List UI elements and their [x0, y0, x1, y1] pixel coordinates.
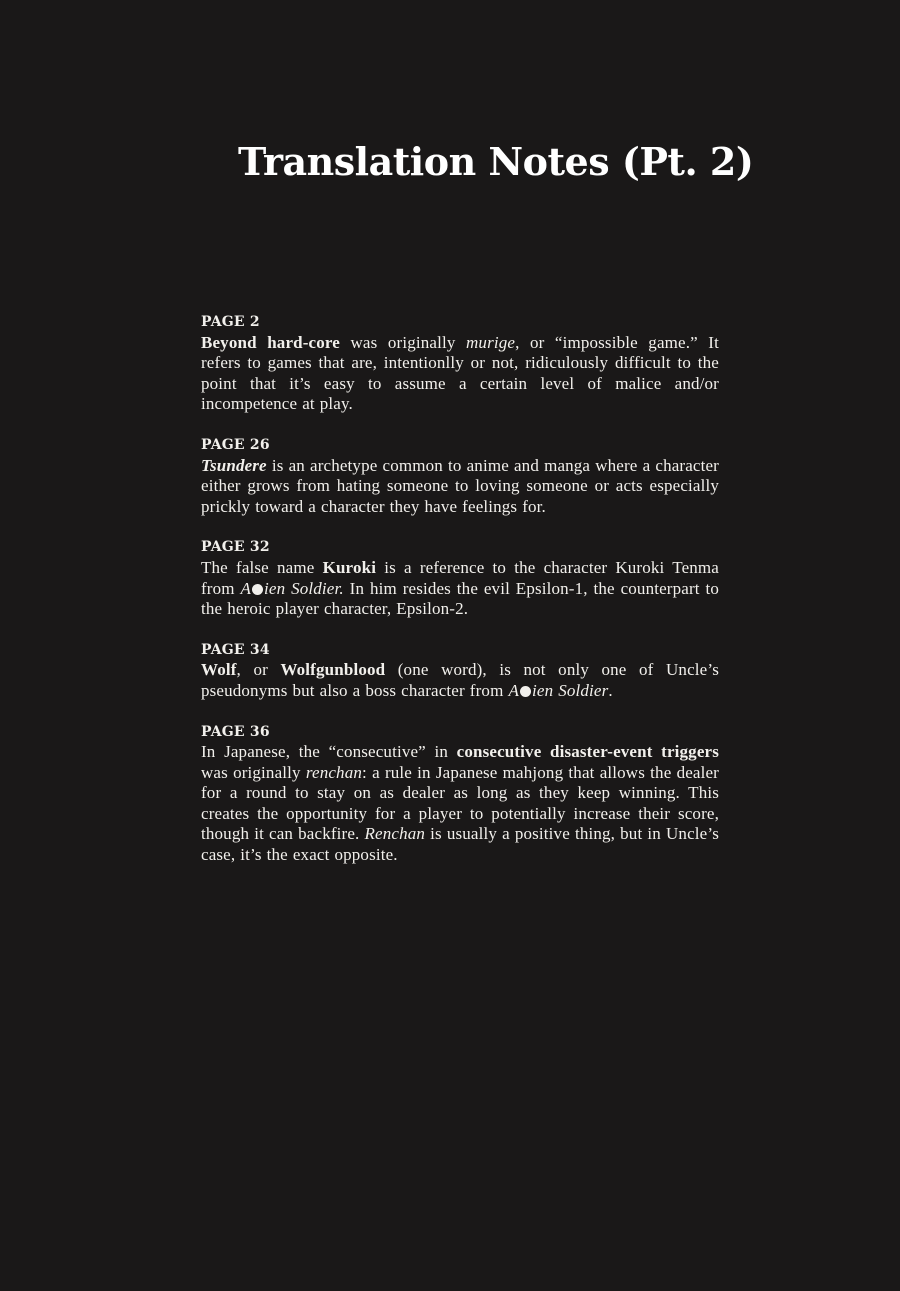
note-term: Wolf: [201, 660, 237, 680]
note-page-label: PAGE 26: [201, 436, 270, 453]
note-term: consecutive disaster-event triggers: [456, 742, 719, 762]
note-text: was originally: [340, 332, 466, 352]
note-term: Wolfgunblood: [280, 660, 386, 680]
note-text: The false name: [201, 557, 323, 577]
note-original-term: renchan: [305, 762, 363, 782]
game-title-start: A: [240, 578, 252, 598]
game-title-end: ien Soldier: [532, 680, 609, 700]
note-page-label: PAGE 34: [201, 641, 270, 658]
note-body: [201, 558, 719, 620]
note-page-36: [201, 722, 719, 866]
note-text: is usually a positive thing, but in Uncle’s case, it’s the exact opposite.: [201, 824, 719, 865]
note-text: In him resides the evil Epsilon-1, the counterpart to the heroic player character, Epsilon-2.: [201, 578, 719, 619]
game-title-start: A: [508, 680, 519, 700]
note-term: Beyond hard-core: [201, 332, 340, 352]
note-text: is an archetype common to anime and manga where a character either grows from hating someone to loving someone or acts especially prickly toward a character they have feelings for.: [201, 455, 719, 516]
note-page-34: [201, 640, 719, 702]
note-body: [201, 456, 719, 518]
note-text: (one word), is not only one of Uncle’s pseudonyms but also a boss character from: [201, 660, 719, 700]
note-body: [201, 333, 719, 415]
note-page-26: [201, 435, 719, 517]
note-page-label: PAGE 32: [201, 539, 270, 556]
censor-dot-icon: [520, 686, 531, 697]
game-title: [508, 681, 608, 700]
note-body: [201, 742, 719, 866]
page-title: Translation Notes (Pt. 2): [238, 139, 754, 184]
note-term: Kuroki: [322, 557, 377, 577]
note-original-term: murige: [466, 332, 516, 352]
note-text: , or: [236, 660, 281, 680]
note-text: is a reference to the character Kuroki Tenma from: [201, 557, 719, 598]
game-title: [241, 579, 344, 598]
note-term: Tsundere: [201, 455, 267, 475]
note-page-label: PAGE 2: [201, 314, 260, 330]
note-text: In Japanese, the “consecutive” in: [201, 742, 457, 762]
note-text: was originally: [201, 762, 306, 782]
game-title-end: ien Soldier.: [264, 578, 344, 598]
note-text: .: [608, 680, 613, 700]
note-body: [201, 660, 719, 701]
translation-notes: [201, 312, 719, 886]
note-text: , or “impossible game.” It refers to games that are, intentionlly or not, ridiculously difficult to the point that it’s easy to assume a certain level of malice and/or incompetence at play.: [201, 332, 719, 414]
note-text: : a rule in Japanese mahjong that allows the dealer for a round to stay on as dealer as long as they keep winning. This creates the opportunity for a player to potentially increase their score, though it can backfire.: [201, 762, 719, 844]
note-page-label: PAGE 36: [201, 723, 270, 740]
note-original-term: Renchan: [364, 824, 426, 844]
note-page-2: [201, 312, 719, 415]
note-page-32: [201, 537, 719, 619]
censor-dot-icon: [252, 584, 263, 595]
